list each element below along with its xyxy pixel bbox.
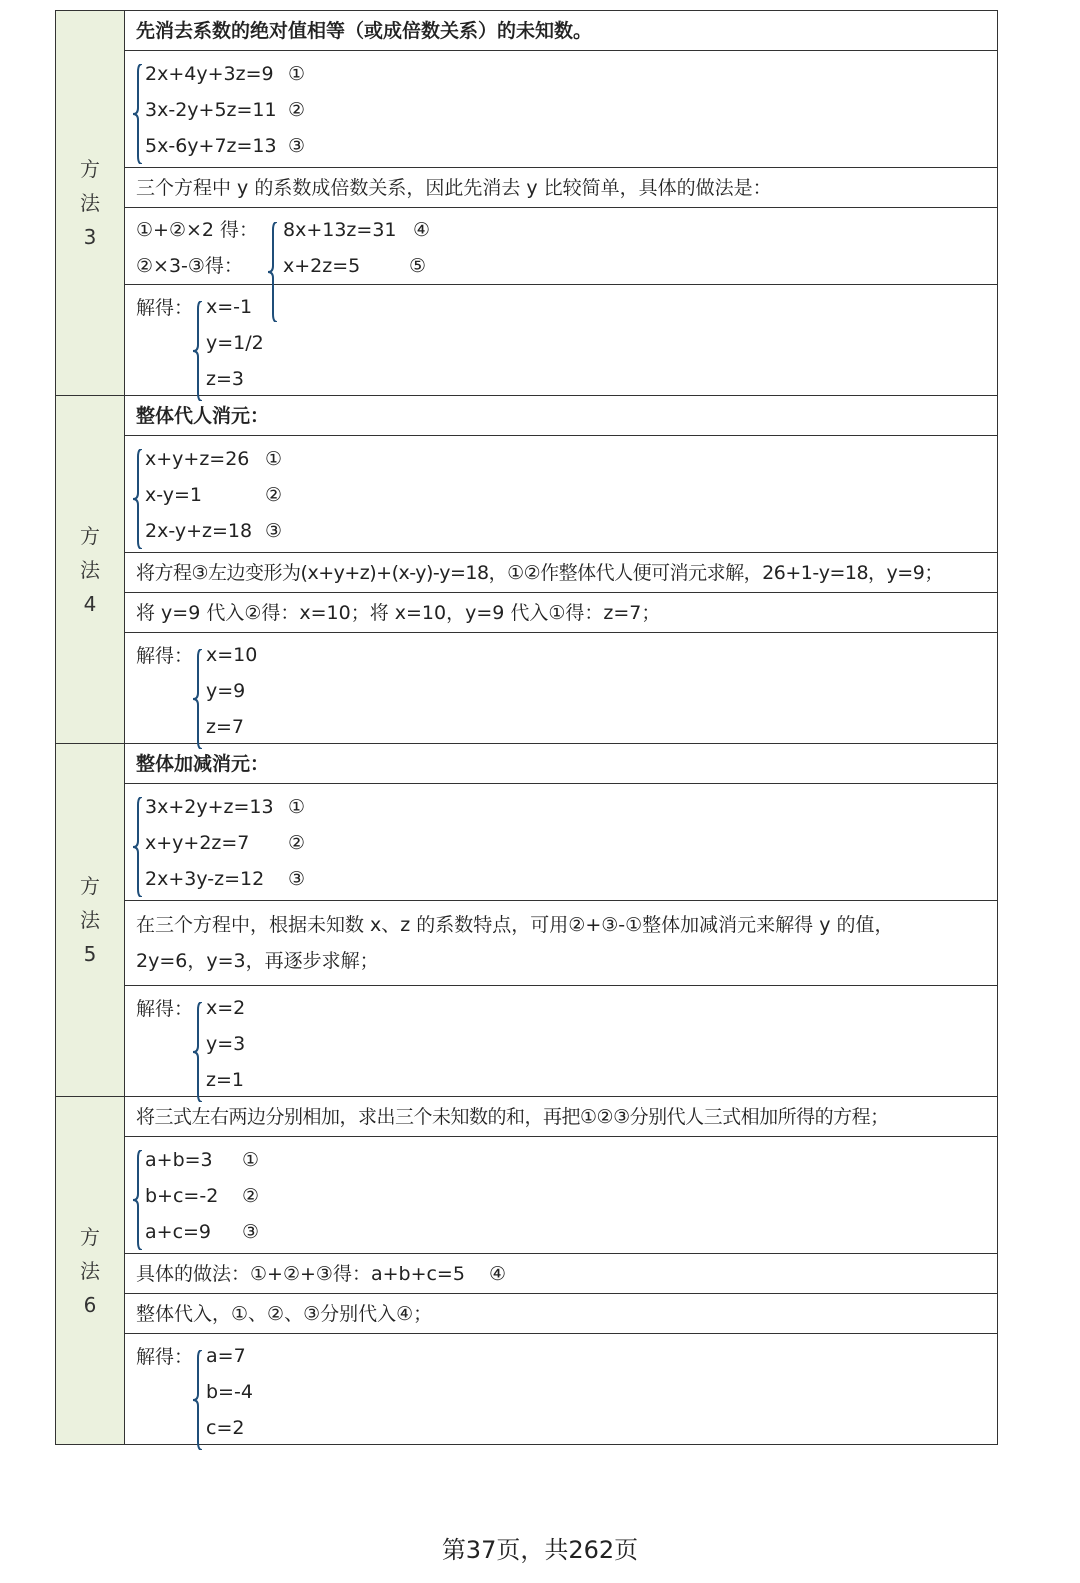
- solution-value: x=-1: [206, 296, 253, 318]
- method-3-steps: [125, 208, 997, 285]
- method-4-section: [56, 396, 997, 744]
- solution-value: y=3: [206, 1033, 246, 1055]
- method-6-label: [56, 1097, 125, 1444]
- method-6-section: [56, 1097, 997, 1444]
- equation: 2x+4y+3z=9 ①: [125, 56, 997, 92]
- method-6-solution: [125, 1334, 997, 1444]
- side-char: 6: [83, 1292, 97, 1317]
- desc-line: 在三个方程中，根据未知数 x、z 的系数特点，可用②+③-①整体加减消元来解得 y 的值，: [136, 914, 894, 936]
- method-3-section: [56, 11, 997, 396]
- method-5-solution: [125, 986, 997, 1096]
- method-6-title: 将三式左右两边分别相加，求出三个未知数的和，再把①②③分别代人三式相加所得的方程；: [125, 1097, 997, 1137]
- side-char: 3: [83, 225, 97, 249]
- method-3-solution: [125, 285, 997, 395]
- solution-value: y=9: [206, 680, 246, 702]
- solution-value: z=3: [206, 368, 244, 390]
- methods-table: [55, 10, 998, 1445]
- side-char: 方: [80, 874, 100, 898]
- method-4-desc1: 将方程③左边变形为(x+y+z)+(x-y)-y=18，①②作整体代人便可消元求解，26+1-y=18，y=9；: [125, 553, 997, 593]
- step-label: ②×3-③得：: [136, 255, 243, 277]
- side-char: 方: [80, 1224, 100, 1249]
- equation: a+c=9 ③: [125, 1214, 997, 1250]
- method-4-solution: [125, 633, 997, 743]
- eq-tag: ⑤: [409, 255, 427, 277]
- eq-tag: ②: [242, 1185, 260, 1207]
- eq-tag: ②: [265, 484, 283, 506]
- solution-value: a=7: [206, 1345, 246, 1367]
- side-char: 法: [80, 1258, 100, 1283]
- method-5-title: 整体加减消元：: [125, 744, 997, 784]
- method-6-desc1: [125, 1254, 997, 1294]
- method-5-desc: [125, 901, 997, 986]
- step-equation: 8x+13z=31: [283, 219, 397, 241]
- side-char: 法: [80, 908, 100, 932]
- eq-tag: ①: [288, 63, 306, 85]
- solution-value: z=7: [206, 716, 244, 738]
- method-4-desc2: 将 y=9 代入②得：x=10；将 x=10，y=9 代入①得：z=7；: [125, 593, 997, 633]
- side-char: 5: [83, 942, 97, 966]
- side-char: 方: [80, 157, 100, 181]
- method-4-title: 整体代人消元：: [125, 396, 997, 436]
- method-5-label: [56, 744, 125, 1096]
- eq-tag: ④: [413, 219, 431, 241]
- equation: x+y+2z=7 ②: [125, 825, 997, 861]
- side-char: 法: [80, 191, 100, 215]
- equation: 2x-y+z=18 ③: [125, 513, 997, 549]
- eq-tag: ③: [265, 520, 283, 542]
- brace-icon: [193, 1002, 203, 1102]
- method-3-label: [56, 11, 125, 395]
- equation: 5x-6y+7z=13 ③: [125, 128, 997, 164]
- equation: 2x+3y-z=12 ③: [125, 861, 997, 897]
- solution-value: z=1: [206, 1069, 244, 1091]
- side-char: 4: [83, 591, 97, 616]
- brace-icon: [193, 1350, 203, 1450]
- step-equation: x+2z=5: [283, 255, 361, 277]
- solve-label: 解得：: [136, 998, 194, 1020]
- solution-value: x=2: [206, 997, 246, 1019]
- eq-tag: ③: [288, 135, 306, 157]
- desc-line: 2y=6，y=3，再逐步求解；: [136, 950, 379, 972]
- eq-tag: ①: [242, 1149, 260, 1171]
- method-6-system: [125, 1137, 997, 1254]
- solution-value: y=1/2: [206, 332, 264, 354]
- equation: b+c=-2 ②: [125, 1178, 997, 1214]
- method-3-desc: 三个方程中 y 的系数成倍数关系，因此先消去 y 比较简单，具体的做法是：: [125, 168, 997, 208]
- method-6-desc2: 整体代入，①、②、③分别代入④；: [125, 1294, 997, 1334]
- solution-value: c=2: [206, 1417, 245, 1439]
- method-5-system: [125, 784, 997, 901]
- eq-tag: ①: [265, 448, 283, 470]
- eq-tag: ②: [288, 832, 306, 854]
- solution-value: x=10: [206, 644, 258, 666]
- eq-tag: ④: [489, 1263, 507, 1285]
- solve-label: 解得：: [136, 297, 194, 319]
- brace-icon: [193, 649, 203, 749]
- method-4-system: [125, 436, 997, 553]
- equation: 3x-2y+5z=11 ②: [125, 92, 997, 128]
- eq-tag: ①: [288, 796, 306, 818]
- step-label: ①+②×2 得：: [136, 219, 259, 241]
- page-footer: 第37页，共262页: [441, 1536, 639, 1564]
- solve-label: 解得：: [136, 1346, 194, 1368]
- eq-tag: ③: [242, 1221, 260, 1243]
- solution-value: b=-4: [206, 1381, 253, 1403]
- method-4-label: [56, 396, 125, 743]
- equation: x-y=1 ②: [125, 477, 997, 513]
- method-3-title: 先消去系数的绝对值相等（或成倍数关系）的未知数。: [125, 11, 997, 51]
- equation: x+y+z=26 ①: [125, 441, 997, 477]
- side-char: 方: [80, 523, 100, 548]
- solve-label: 解得：: [136, 645, 194, 667]
- method-5-section: [56, 744, 997, 1097]
- eq-tag: ②: [288, 99, 306, 121]
- equation: a+b=3 ①: [125, 1142, 997, 1178]
- brace-icon: [193, 301, 203, 401]
- method-3-system: [125, 51, 997, 168]
- equation: 3x+2y+z=13 ①: [125, 789, 997, 825]
- desc-text: 具体的做法：①+②+③得：a+b+c=5: [136, 1263, 465, 1285]
- eq-tag: ③: [288, 868, 306, 890]
- side-char: 法: [80, 557, 100, 582]
